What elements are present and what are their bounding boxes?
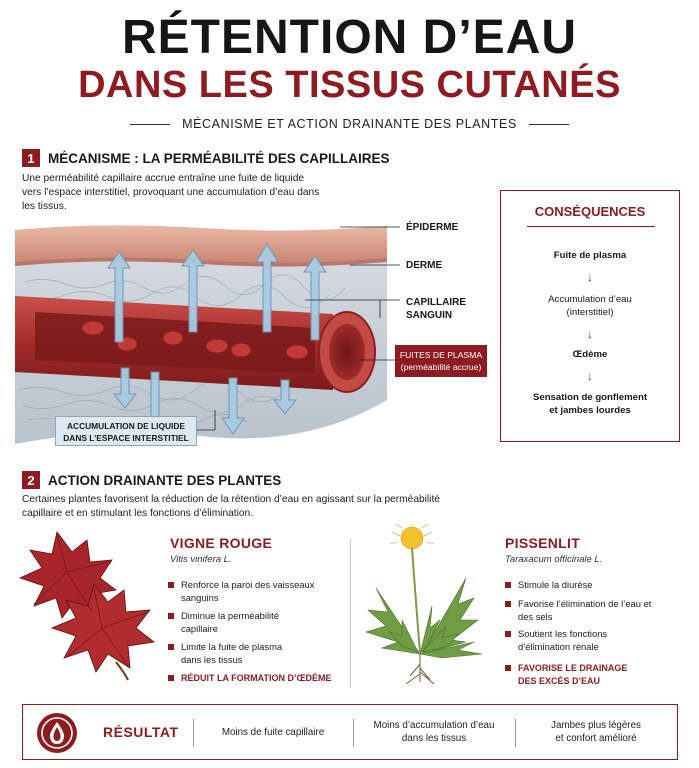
result-bar [22, 704, 678, 760]
red-vine-leaf-illustration [12, 522, 162, 682]
page-subtitle: MÉCANISME ET ACTION DRAINANTE DES PLANTES [182, 117, 517, 131]
plant1-benefit-2: Diminue la perméabilité capillaire [168, 610, 308, 635]
label-capillary-1: CAPILLAIRE [406, 297, 466, 308]
result-title: RÉSULTAT [103, 724, 179, 740]
plant2-latin: Taraxacum officinale L. [505, 554, 603, 565]
result-item-1: Moins de fuite capillaire [221, 727, 325, 738]
label-capillary-2: SANGUIN [406, 310, 453, 321]
arrow-down-icon: ↓ [587, 327, 593, 341]
plant1-benefit-3: Limite la fuite de plasma dans les tissus [168, 641, 298, 666]
plant1-latin: Vitis vinifera L. [170, 554, 232, 565]
consequence-step-4: Sensation de gonflement [532, 392, 648, 403]
section2-heading [22, 471, 281, 489]
subtitle-rule-left [130, 124, 170, 125]
plant1-key-benefit: RÉDUIT LA FORMATION D’ŒDÈME [168, 672, 348, 685]
section2-title: ACTION DRAINANTE DES PLANTES [48, 472, 282, 488]
consequence-step-3: Œdème [572, 349, 608, 360]
arrow-down-icon: ↓ [587, 369, 593, 383]
accumulation-callout [55, 416, 197, 446]
label-dermis: DERME [406, 260, 443, 271]
result-separator [353, 719, 354, 747]
consequences-title: CONSÉQUENCES [534, 204, 646, 219]
plant2-key-benefit [505, 662, 675, 687]
section2-intro: Certaines plantes favorisent la réduction de la rétention d’eau en agissant sur la perméabilité capillaire et en stimulant les fonctions d’élimination. [22, 494, 440, 519]
result-item-2 [355, 719, 513, 745]
plant2-benefit-2: Favorise l’élimination de l’eau et des sels [505, 598, 655, 623]
result-item-2-line2: dans les tissus [401, 733, 467, 744]
subtitle-rule-right [529, 124, 569, 125]
subtitle-row [0, 117, 699, 131]
plasma-leak-note: (perméabilité accrue) [400, 362, 482, 372]
plant2-key-benefit-line1: FAVORISE LE DRAINAGE [518, 663, 628, 673]
drop-icon [35, 711, 79, 755]
consequence-step-2-note: (interstitiel) [566, 307, 614, 318]
result-item-3-line1: Jambes plus légères [551, 720, 641, 731]
arrow-down-icon: ↓ [587, 270, 593, 284]
result-item-3-line2: et confort amélioré [555, 733, 637, 744]
plants-divider [350, 538, 351, 688]
plant1-benefit-1: Renforce la paroi des vaisseaux sanguins [168, 579, 338, 604]
section1-number: 1 [22, 149, 40, 167]
accumulation-line1: ACCUMULATION DE LIQUIDE [66, 421, 186, 431]
accumulation-line2: DANS L’ESPACE INTERSTITIEL [63, 433, 189, 443]
section2-number: 2 [22, 471, 40, 489]
result-separator [515, 719, 516, 747]
capillary-illustration [15, 222, 387, 448]
plant1-name: VIGNE ROUGE [170, 535, 273, 551]
consequence-step-1: Fuite de plasma [553, 250, 627, 261]
section1-heading [22, 149, 390, 167]
label-epidermis: ÉPIDERME [406, 222, 459, 233]
plasma-leak-title: FUITES DE PLASMA [399, 350, 483, 360]
dandelion-illustration [362, 524, 496, 686]
plant2-benefit-1: Stimule la diurèse [505, 579, 665, 592]
consequences-rule [527, 226, 655, 227]
result-separator [193, 719, 194, 747]
page-title: RÉTENTION D’EAU [121, 11, 577, 64]
consequence-step-2: Accumulation d’eau [548, 294, 632, 305]
plant2-benefit-3: Soutient les fonctions d’élimination rénale [505, 628, 645, 653]
result-item-3 [517, 719, 675, 745]
epidermis-layer [15, 225, 387, 262]
page-title-line2: DANS LES TISSUS CUTANÉS [78, 64, 621, 106]
plant2-key-benefit-line2: DES EXCÈS D’EAU [518, 675, 601, 686]
plasma-leak-callout [395, 345, 487, 377]
section1-intro: Une perméabilité capillaire accrue entraîne une fuite de liquide vers l’espace interstitiel, provoquant une accumulation d’eau dans les tissus. [22, 173, 320, 212]
plant2-name: PISSENLIT [505, 535, 581, 551]
result-item-2-line1: Moins d’accumulation d’eau [373, 720, 495, 731]
consequence-step-4-line2: et jambes lourdes [549, 405, 631, 416]
consequences-panel [500, 190, 680, 442]
section1-title: MÉCANISME : LA PERMÉABILITÉ DES CAPILLAIRES [48, 150, 390, 166]
